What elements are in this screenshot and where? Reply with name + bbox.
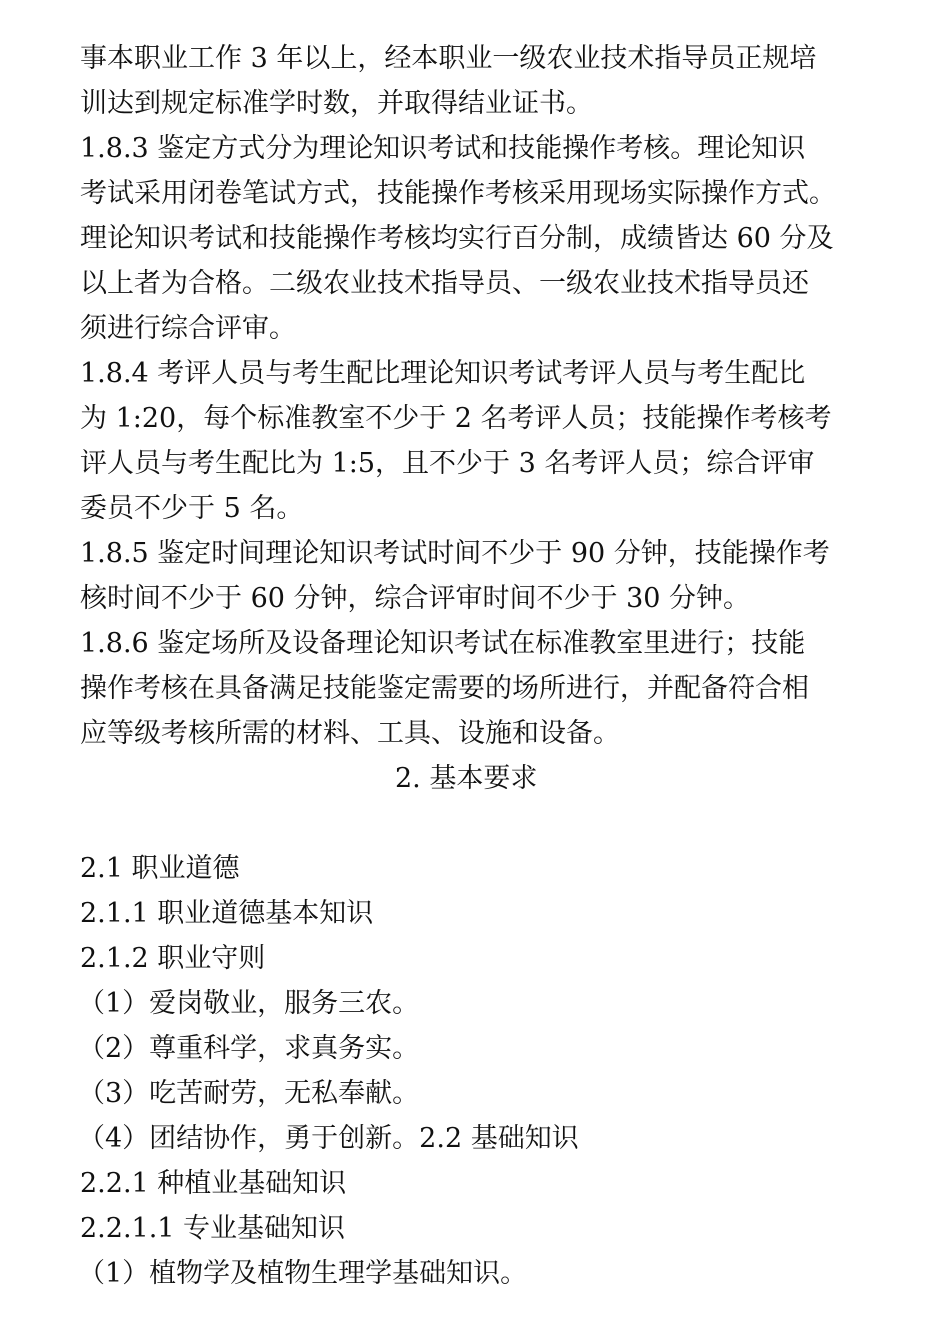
section-heading: 2. 基本要求	[395, 763, 538, 794]
subsection-heading: 2.1.2 职业守则	[80, 943, 266, 974]
list-item: （1）爱岗敬业，服务三农。	[78, 988, 420, 1019]
paragraph-line: 训达到规定标准学时数，并取得结业证书。	[80, 88, 593, 119]
section-1-8-3-line: 考试采用闭卷笔试方式，技能操作考核采用现场实际操作方式。	[80, 178, 836, 209]
list-item: （4）团结协作，勇于创新。2.2 基础知识	[78, 1123, 579, 1154]
section-1-8-4-line: 评人员与考生配比为 1:5，且不少于 3 名考评人员；综合评审	[80, 448, 815, 479]
section-1-8-6-line: 应等级考核所需的材料、工具、设施和设备。	[80, 718, 620, 749]
section-1-8-4-line: 为 1:20，每个标准教室不少于 2 名考评人员；技能操作考核考	[80, 403, 832, 434]
section-1-8-3-line: 1.8.3 鉴定方式分为理论知识考试和技能操作考核。理论知识	[80, 133, 806, 164]
section-1-8-5-line: 核时间不少于 60 分钟，综合评审时间不少于 30 分钟。	[80, 583, 751, 614]
section-1-8-3-line: 须进行综合评审。	[80, 313, 296, 344]
section-spacer	[80, 801, 880, 846]
list-item: （1）植物学及植物生理学基础知识。	[78, 1258, 528, 1289]
subsection-heading: 2.2.1 种植业基础知识	[80, 1168, 347, 1199]
document-body	[80, 36, 880, 1296]
section-1-8-5-line: 1.8.5 鉴定时间理论知识考试时间不少于 90 分钟，技能操作考	[80, 538, 830, 569]
section-1-8-6-line: 1.8.6 鉴定场所及设备理论知识考试在标准教室里进行；技能	[80, 628, 806, 659]
subsection-heading: 2.1.1 职业道德基本知识	[80, 898, 374, 929]
subsection-heading: 2.1 职业道德	[80, 853, 240, 884]
section-1-8-3-line: 理论知识考试和技能操作考核均实行百分制，成绩皆达 60 分及	[80, 223, 834, 254]
list-item: （3）吃苦耐劳，无私奉献。	[78, 1078, 420, 1109]
section-1-8-3-line: 以上者为合格。二级农业技术指导员、一级农业技术指导员还	[80, 268, 809, 299]
section-1-8-6-line: 操作考核在具备满足技能鉴定需要的场所进行，并配备符合相	[80, 673, 809, 704]
paragraph-line: 事本职业工作 3 年以上，经本职业一级农业技术指导员正规培	[80, 43, 817, 74]
section-1-8-4-line: 1.8.4 考评人员与考生配比理论知识考试考评人员与考生配比	[80, 358, 806, 389]
section-1-8-4-line: 委员不少于 5 名。	[80, 493, 304, 524]
list-item: （2）尊重科学，求真务实。	[78, 1033, 420, 1064]
subsection-heading: 2.2.1.1 专业基础知识	[80, 1213, 346, 1244]
